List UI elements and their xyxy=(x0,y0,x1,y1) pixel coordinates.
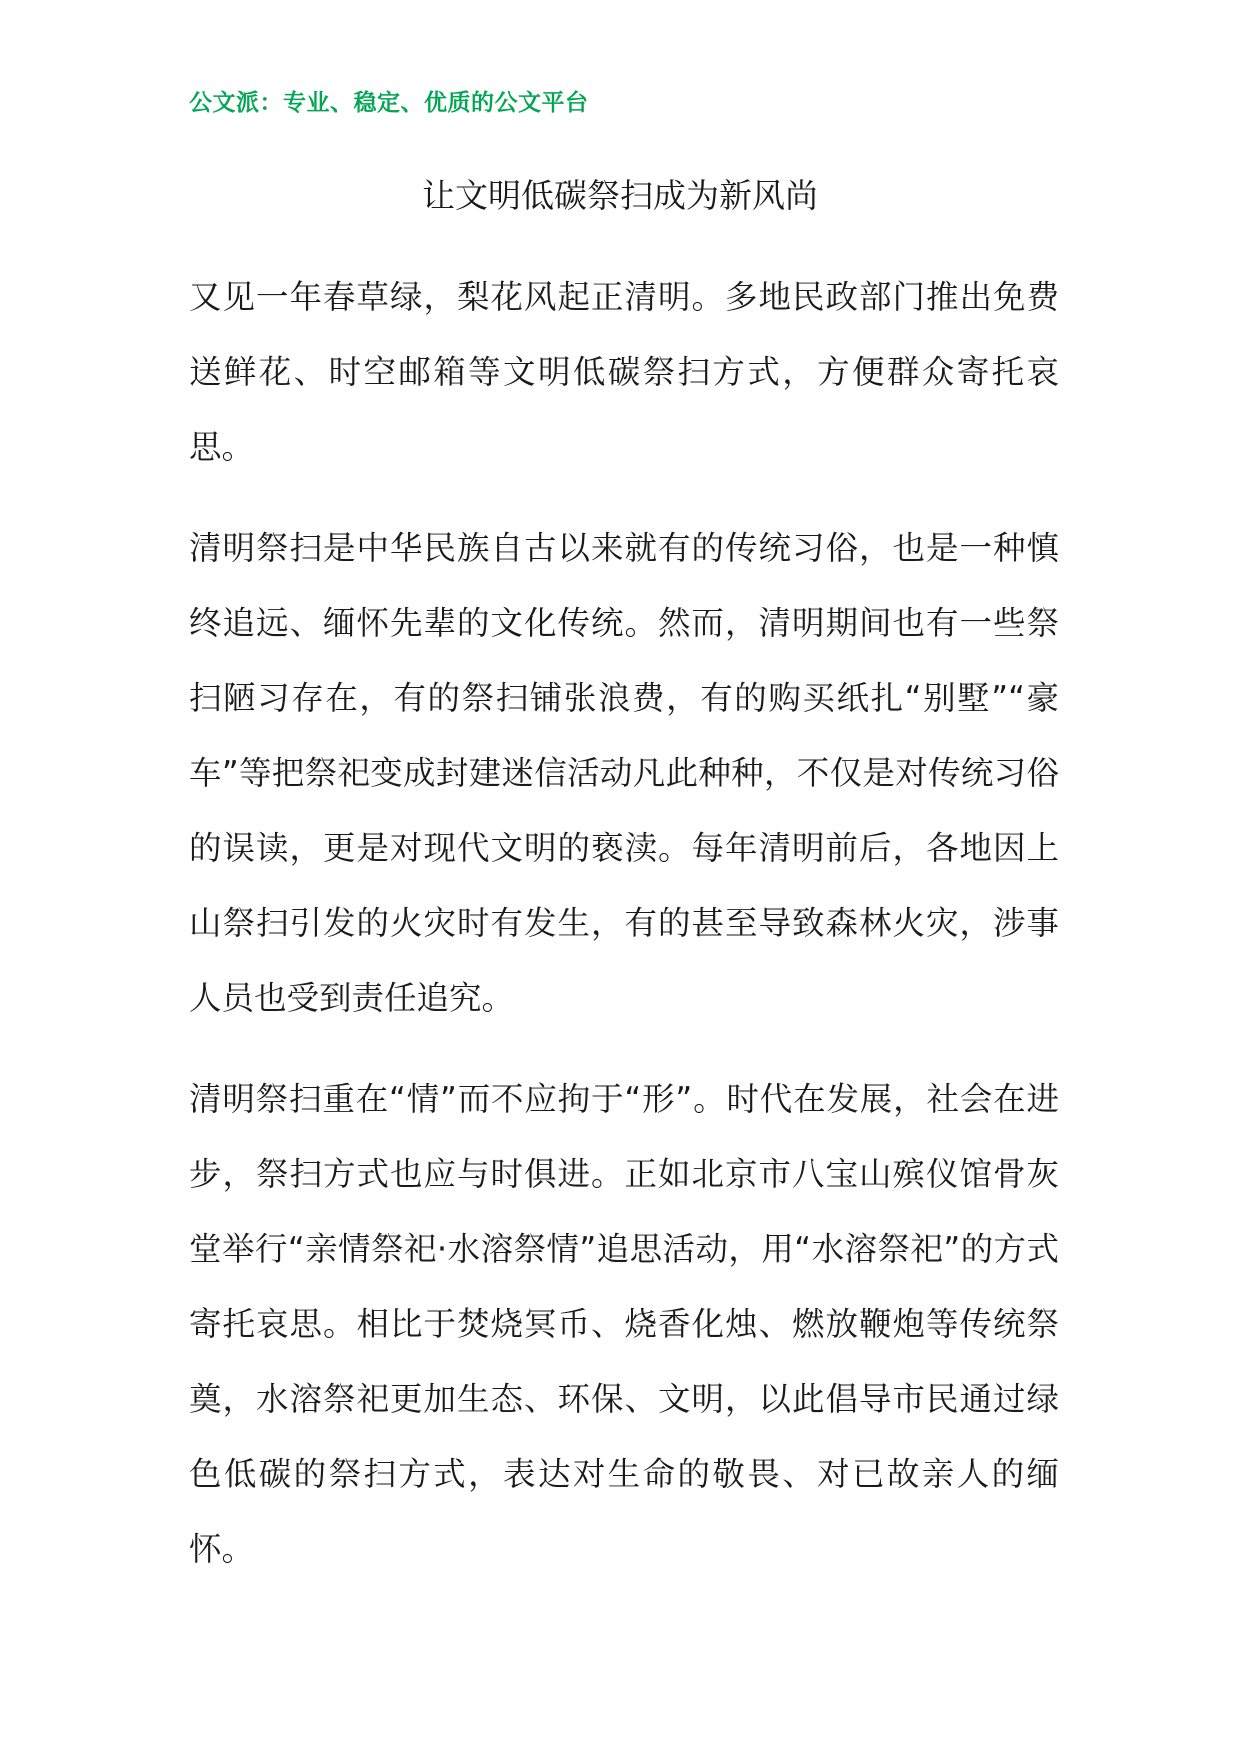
brand-header: 公文派：专业、稳定、优质的公文平台 xyxy=(189,90,589,116)
paragraph-2: 清明祭扫是中华民族自古以来就有的传统习俗，也是一种慎终追远、缅怀先辈的文化传统。然而，清明期间也有一些祭扫陋习存在，有的祭扫铺张浪费，有的购买纸扎“别墅”“豪车”等把祭祀变成封建迷信活动凡此种种，不仅是对传统习俗的误读，更是对现代文明的亵渎。每年清明前后，各地因上山祭扫引发的火灾时有发生，有的甚至导致森林火灾，涉事人员也受到责任追究。 xyxy=(189,529,1059,1017)
paragraph-1: 又见一年春草绿，梨花风起正清明。多地民政部门推出免费送鲜花、时空邮箱等文明低碳祭扫方式，方便群众寄托哀思。 xyxy=(189,278,1059,466)
paragraph-3: 清明祭扫重在“情”而不应拘于“形”。时代在发展，社会在进步，祭扫方式也应与时俱进。正如北京市八宝山殡仪馆骨灰堂举行“亲情祭祀·水溶祭情”追思活动，用“水溶祭祀”的方式寄托哀思。相比于焚烧冥币、烧香化烛、燃放鞭炮等传统祭奠，水溶祭祀更加生态、环保、文明，以此倡导市民通过绿色低碳的祭扫方式，表达对生命的敬畏、对已故亲人的缅怀。 xyxy=(189,1080,1059,1568)
document-body xyxy=(189,260,1059,1587)
document-title: 让文明低碳祭扫成为新风尚 xyxy=(422,176,818,215)
